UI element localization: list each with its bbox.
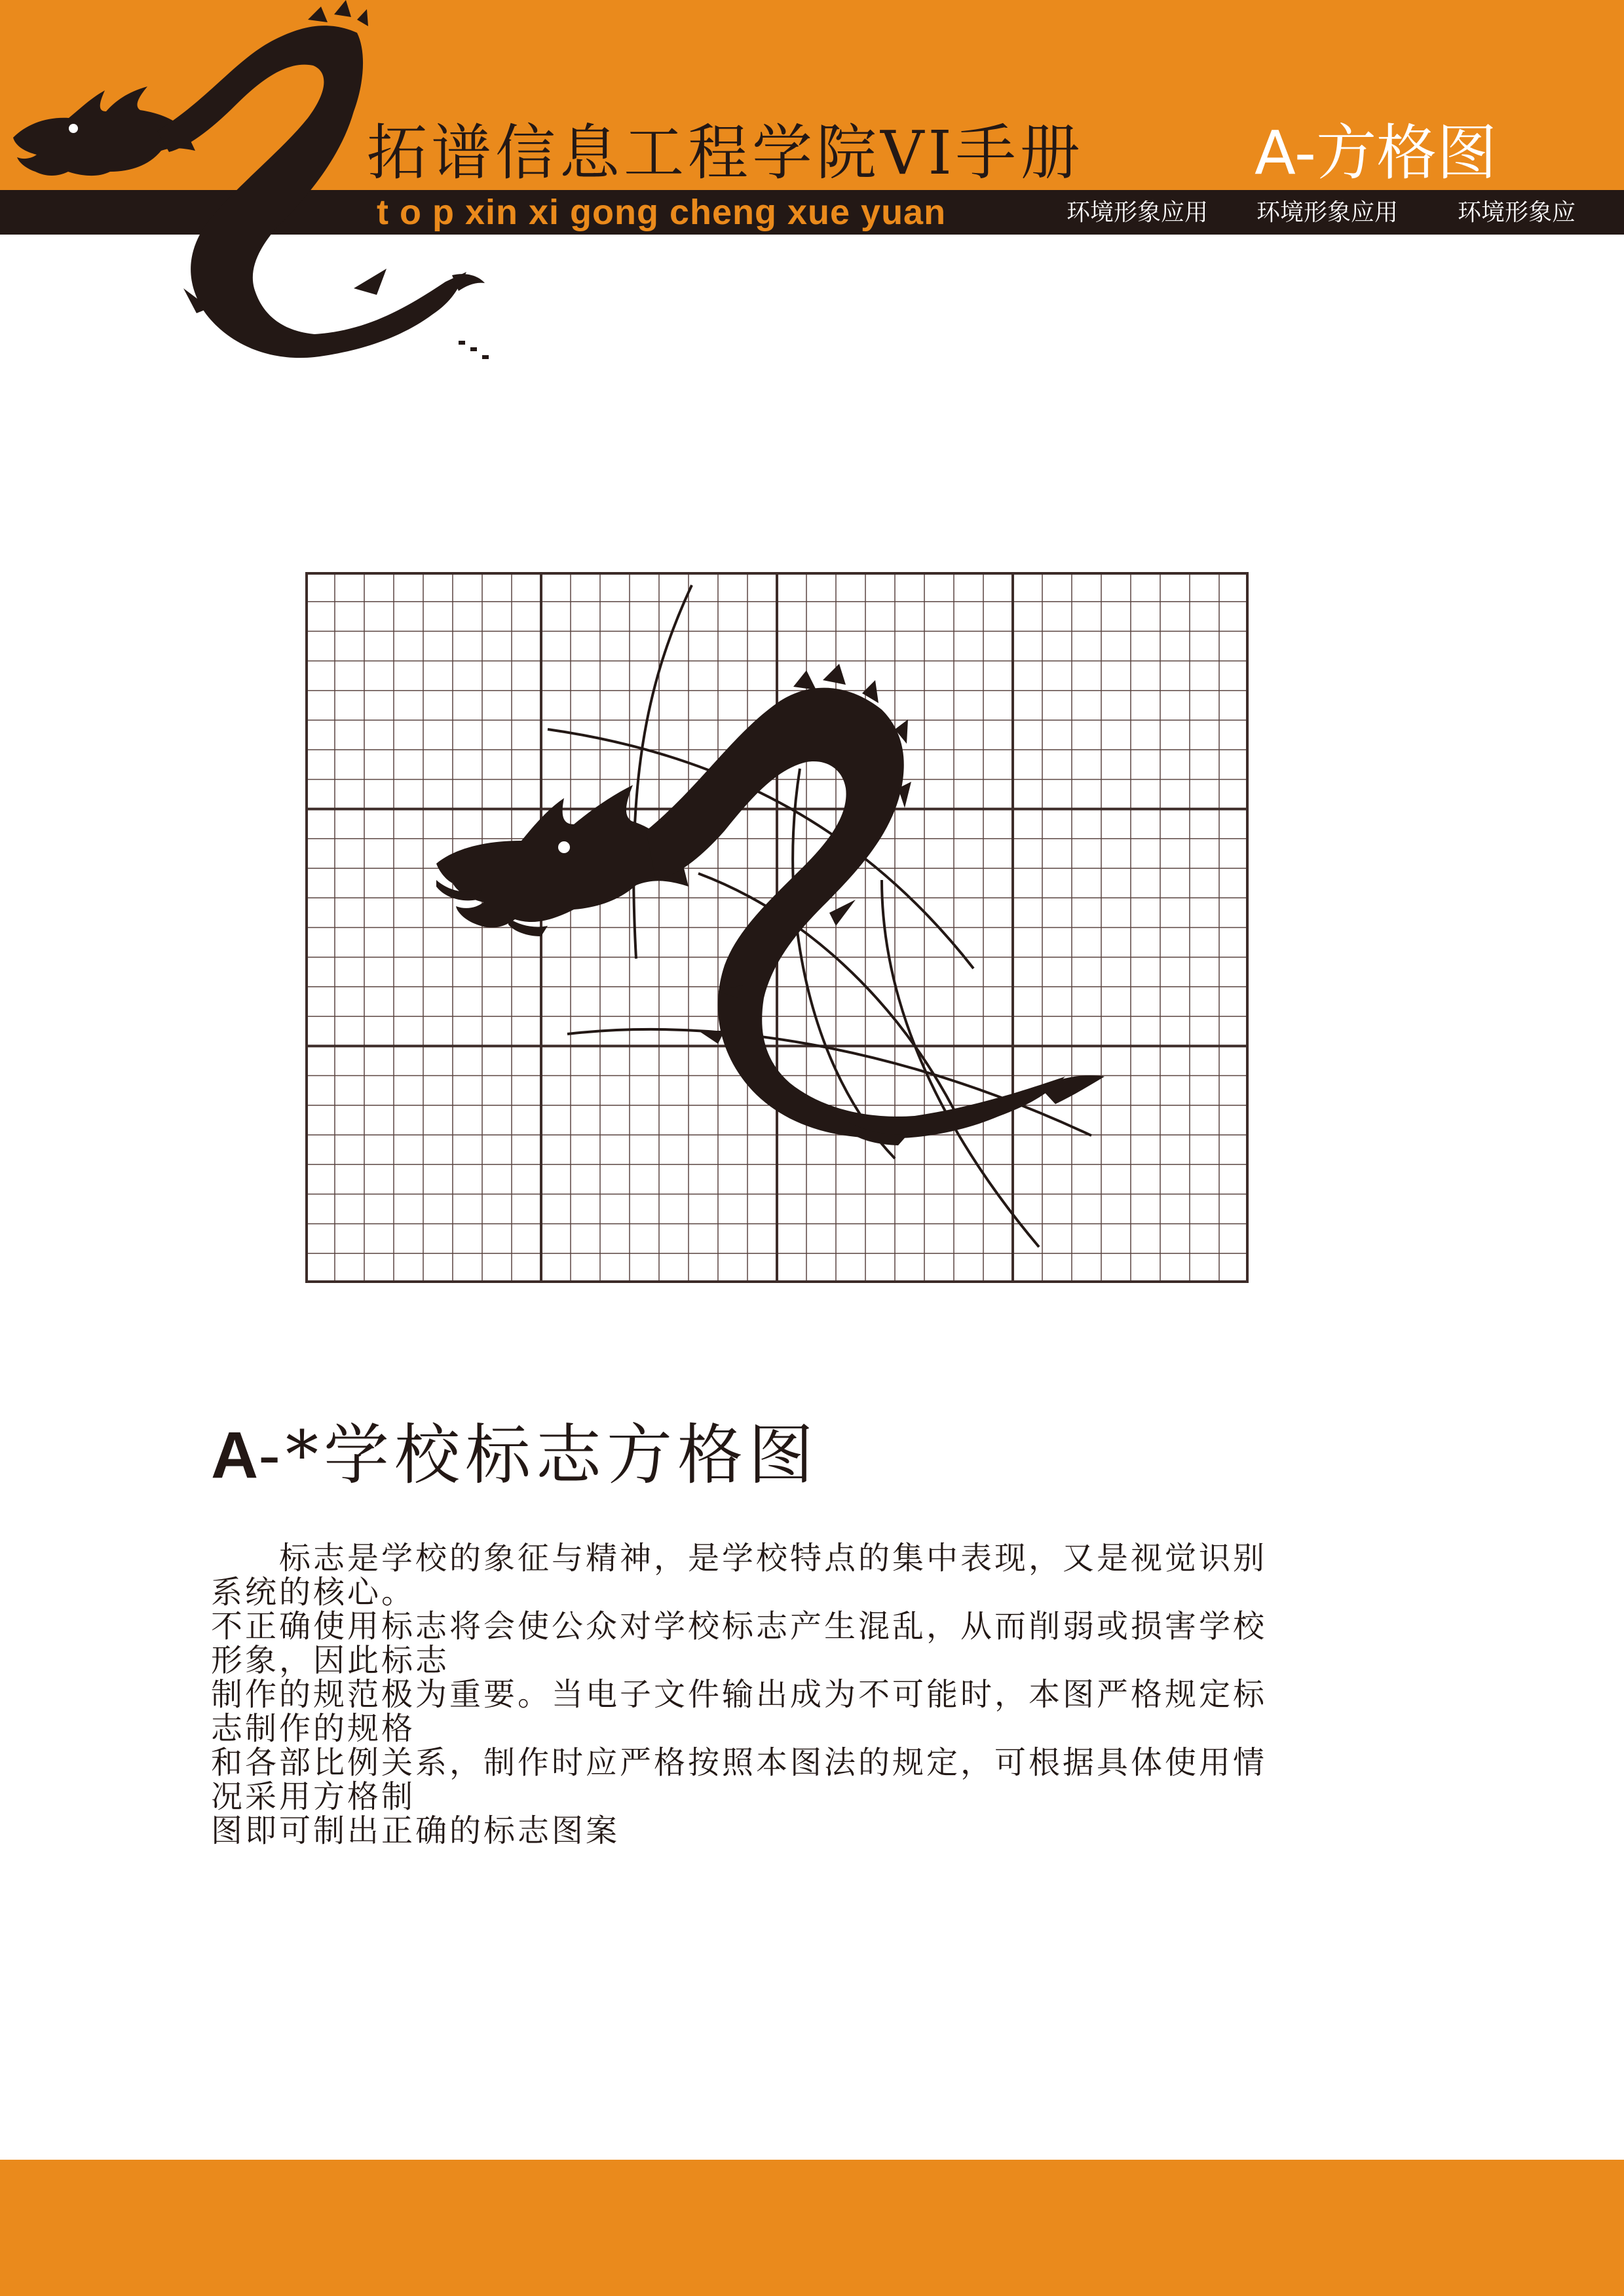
body-line: 制作的规范极为重要。当电子文件输出成为不可能时，本图严格规定标 — [211, 1676, 1268, 1713]
manual-title: 拓谱信息工程学院VI手册 — [367, 118, 1084, 188]
logo-grid-figure — [305, 572, 1249, 1283]
header-tab-1: 环境形象应用 — [1067, 199, 1209, 226]
body-line: 志制作的规格 — [211, 1710, 416, 1747]
section-title — [211, 1402, 819, 1497]
body-line: 和各部比例关系，制作时应严格按照本图法的规定，可根据具体使用情 — [211, 1744, 1268, 1781]
dragon-eye — [558, 841, 570, 853]
body-line: 况采用方格制 — [211, 1778, 416, 1815]
dragon-logo-header — [0, 0, 518, 380]
header-tab-3: 环境形象应 — [1458, 199, 1576, 226]
body-line: 标志是学校的象征与精神，是学校特点的集中表现，又是视觉识别 — [279, 1540, 1268, 1577]
body-line: 图即可制出正确的标志图案 — [211, 1812, 620, 1849]
body-line: 系统的核心。 — [211, 1574, 416, 1611]
section-title-letter: A — [211, 1419, 259, 1492]
section-code: A-方格图 — [1255, 118, 1498, 188]
body-text — [211, 1541, 1410, 1848]
body-line: 不正确使用标志将会使公众对学校标志产生混乱，从而削弱或损害学校 — [211, 1608, 1268, 1645]
header-tab-2: 环境形象应用 — [1256, 199, 1399, 226]
footer-orange-band — [0, 2160, 1624, 2296]
section-title-text: -*学校标志方格图 — [258, 1417, 820, 1493]
school-pinyin: t o p xin xi gong cheng xue yuan — [377, 193, 947, 232]
dragon-logo-grid — [436, 664, 1105, 1145]
body-line: 形象，因此标志 — [211, 1642, 450, 1679]
